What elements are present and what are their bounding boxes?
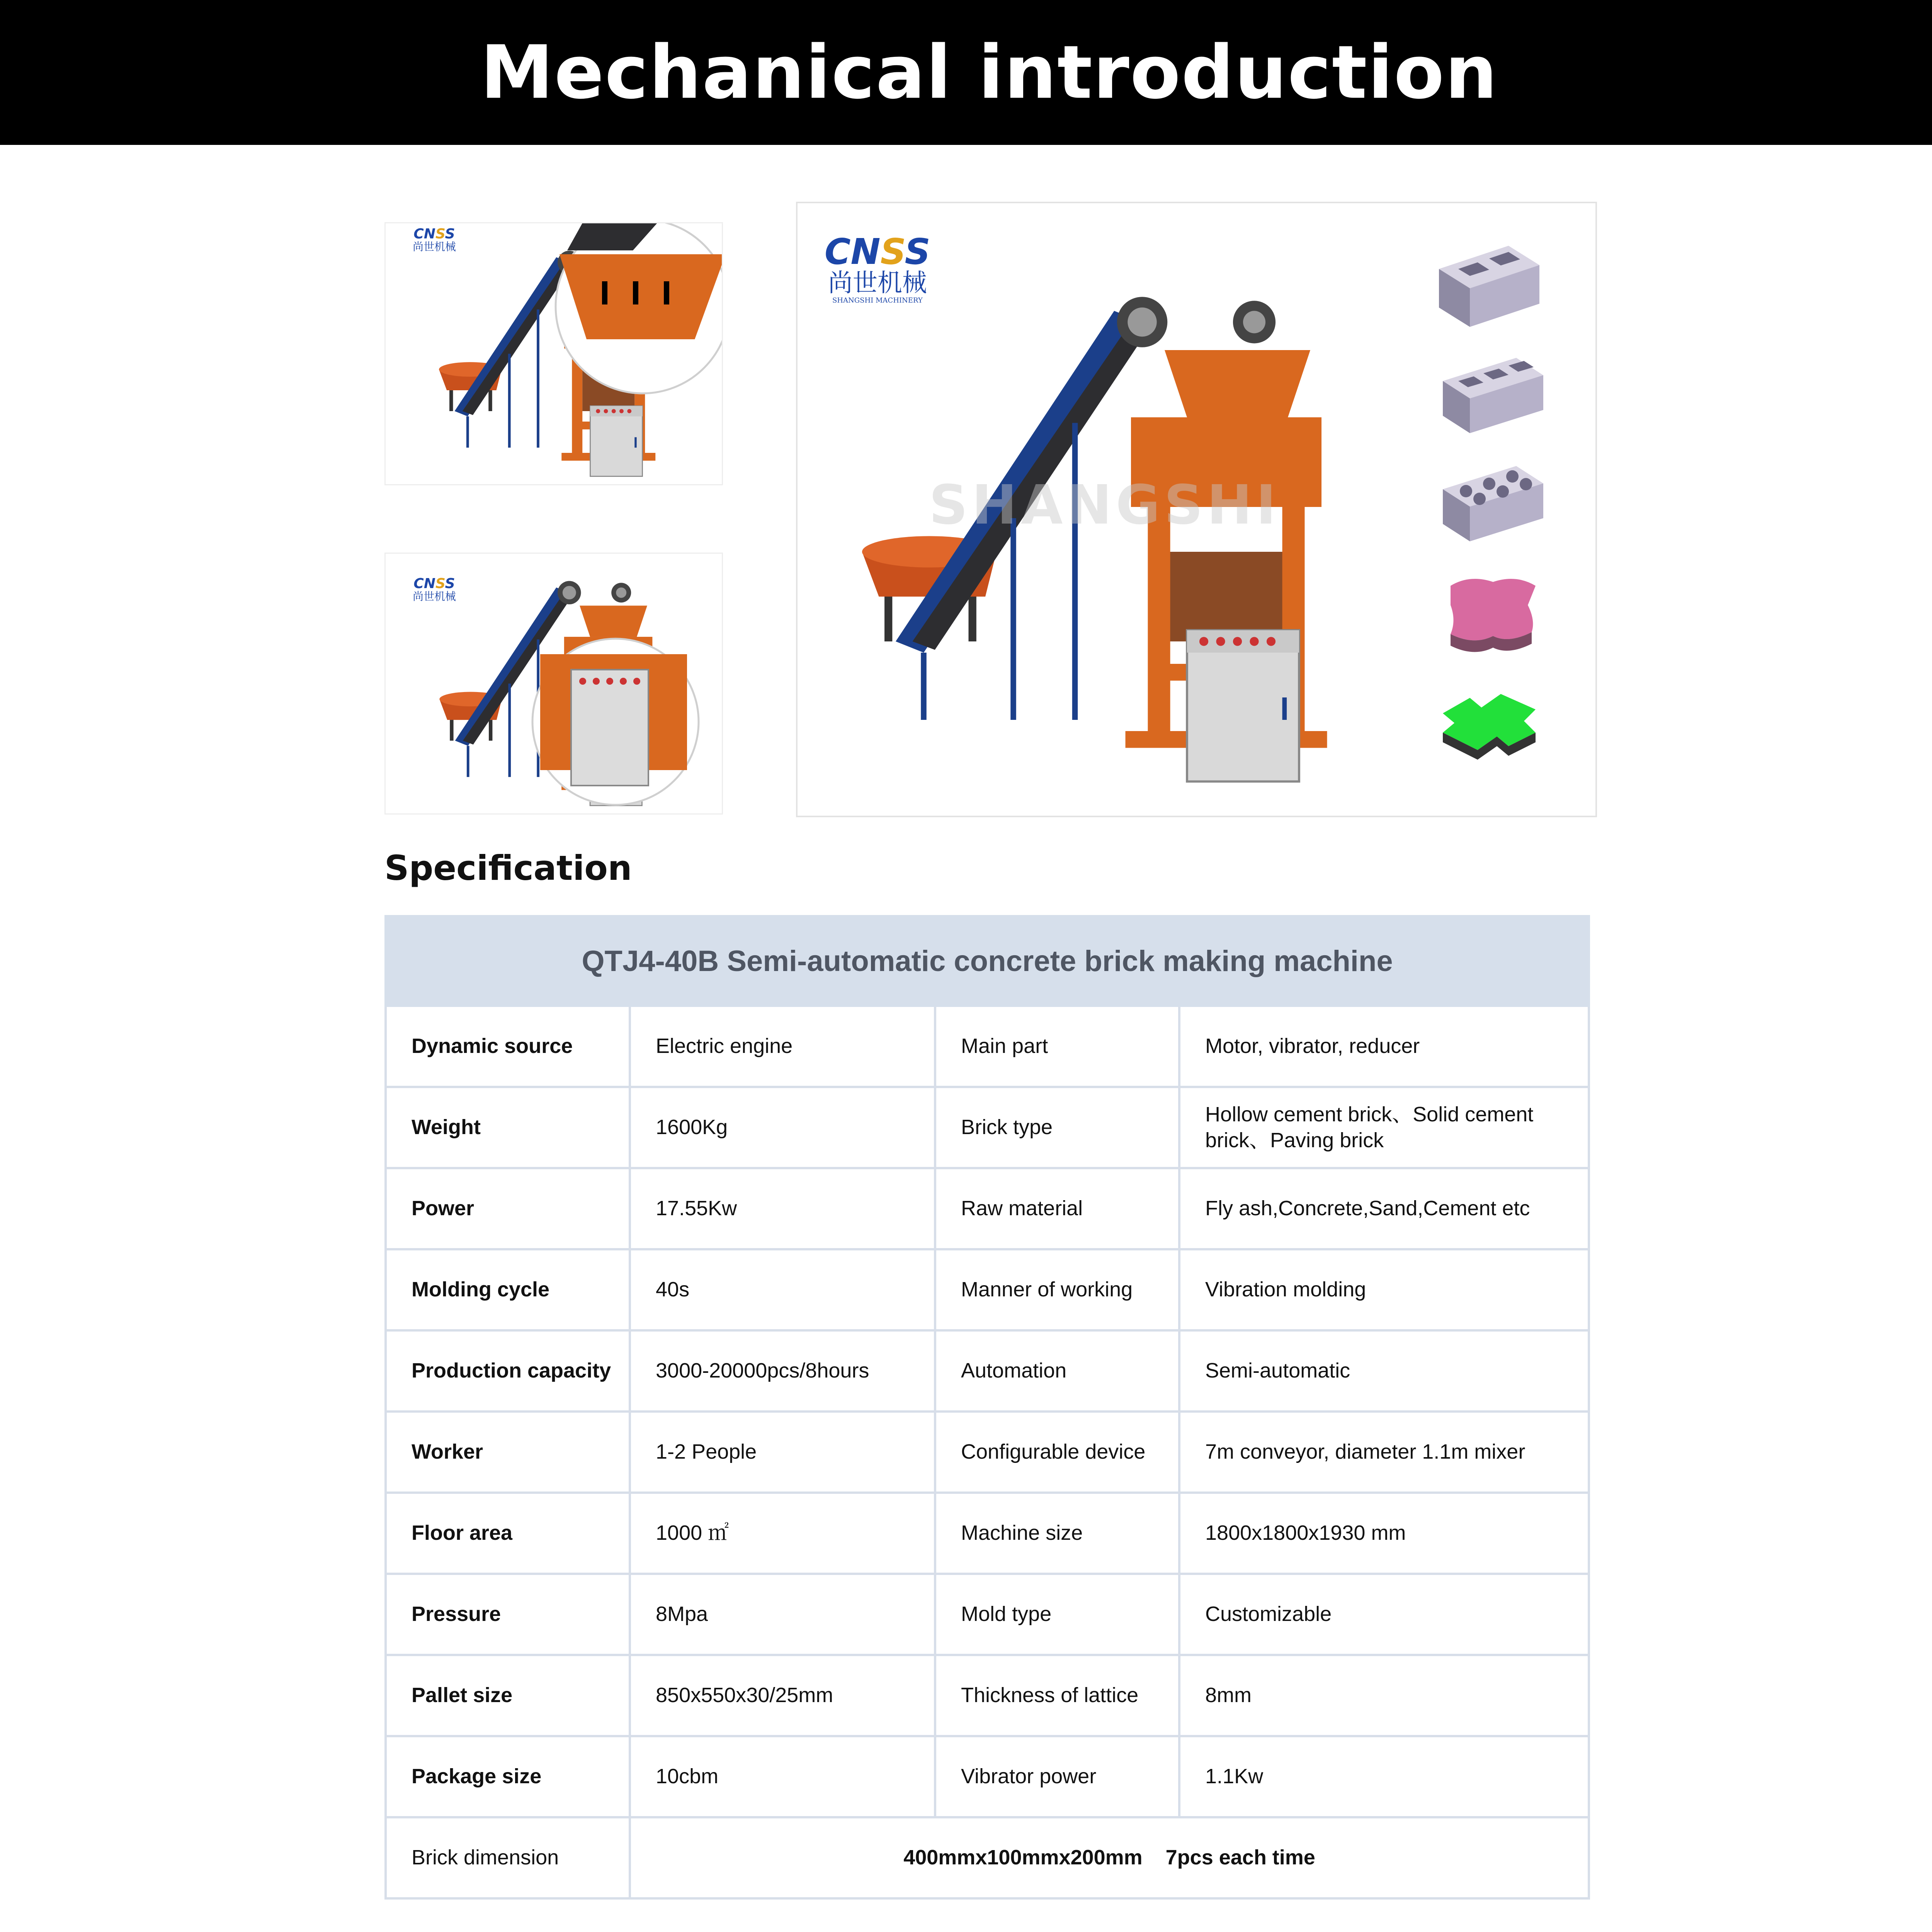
row-label: Main part [935, 1006, 1179, 1087]
brand-logo: CNSS 尚世机械 SHANGSHI MACHINERY [825, 231, 930, 305]
row-label: Thickness of lattice [935, 1655, 1179, 1736]
thumbnail-control-cabinet [384, 553, 723, 815]
row-value: Vibration molding [1179, 1249, 1589, 1330]
specification-table [384, 915, 1590, 1900]
row-value: Hollow cement brick、Solid cement brick、Paving brick [1179, 1087, 1589, 1168]
row-label: Worker [386, 1412, 630, 1493]
row-label: Molding cycle [386, 1249, 630, 1330]
row-value: 3000-20000pcs/8hours [630, 1330, 935, 1412]
table-row [386, 1006, 1589, 1087]
row-value: 17.55Kw [630, 1168, 935, 1249]
row-value: Customizable [1179, 1574, 1589, 1655]
row-label: Production capacity [386, 1330, 630, 1412]
table-row [386, 1087, 1589, 1168]
row-value: Semi-automatic [1179, 1330, 1589, 1412]
row-label: Configurable device [935, 1412, 1179, 1493]
row-label: Brick dimension [386, 1817, 630, 1898]
row-value: 1000 ㎡ [630, 1493, 935, 1574]
row-label: Manner of working [935, 1249, 1179, 1330]
row-label: Mold type [935, 1574, 1179, 1655]
row-label: Floor area [386, 1493, 630, 1574]
row-value: 1600Kg [630, 1087, 935, 1168]
watermark: SHANGSHI [929, 474, 1280, 537]
row-value: Motor, vibrator, reducer [1179, 1006, 1589, 1087]
row-value: 1800x1800x1930 mm [1179, 1493, 1589, 1574]
row-label: Package size [386, 1736, 630, 1817]
row-label: Power [386, 1168, 630, 1249]
row-label: Machine size [935, 1493, 1179, 1574]
row-value: 850x550x30/25mm [630, 1655, 935, 1736]
row-label: Pressure [386, 1574, 630, 1655]
row-value: Electric engine [630, 1006, 935, 1087]
table-header-row [386, 916, 1589, 1006]
hollow-brick-6-cell-icon [1435, 451, 1551, 551]
brand-logo: CNSS 尚世机械 [413, 226, 456, 253]
row-value: Fly ash,Concrete,Sand,Cement etc [1179, 1168, 1589, 1249]
table-row [386, 1493, 1589, 1574]
table-row [386, 1168, 1589, 1249]
row-label: Pallet size [386, 1655, 630, 1736]
top-banner [0, 0, 1932, 145]
green-paving-brick-icon [1435, 679, 1551, 764]
pink-paving-brick-icon [1435, 559, 1551, 659]
row-label: Vibrator power [935, 1736, 1179, 1817]
row-value: 8Mpa [630, 1574, 935, 1655]
row-label: Dynamic source [386, 1006, 630, 1087]
thumbnail-hopper [384, 222, 723, 485]
main-product-image [796, 202, 1597, 817]
table-row [386, 1655, 1589, 1736]
table-row [386, 1574, 1589, 1655]
row-value: 40s [630, 1249, 935, 1330]
brick-dimension-value: 400mmx100mmx200mm 7pcs each time [630, 1817, 1589, 1898]
row-value: 1-2 People [630, 1412, 935, 1493]
row-value: 8mm [1179, 1655, 1589, 1736]
page-title: Mechanical introduction [480, 30, 1498, 115]
table-row [386, 1330, 1589, 1412]
cabinet-zoom-circle [386, 554, 722, 813]
table-row [386, 1736, 1589, 1817]
row-label: Brick type [935, 1087, 1179, 1168]
row-value: 7m conveyor, diameter 1.1m mixer [1179, 1412, 1589, 1493]
table-row [386, 1817, 1589, 1898]
row-label: Automation [935, 1330, 1179, 1412]
table-title: QTJ4-40B Semi-automatic concrete brick making machine [386, 916, 1589, 1006]
row-label: Raw material [935, 1168, 1179, 1249]
hopper-zoom-circle [386, 223, 722, 484]
table-row [386, 1412, 1589, 1493]
brand-logo: CNSS 尚世机械 [413, 576, 456, 603]
row-label: Weight [386, 1087, 630, 1168]
hollow-brick-2-cell-icon [1431, 234, 1547, 335]
specification-heading: Specification [384, 848, 632, 888]
row-value: 1.1Kw [1179, 1736, 1589, 1817]
table-row [386, 1249, 1589, 1330]
row-value: 10cbm [630, 1736, 935, 1817]
hollow-brick-3-cell-icon [1435, 342, 1551, 443]
